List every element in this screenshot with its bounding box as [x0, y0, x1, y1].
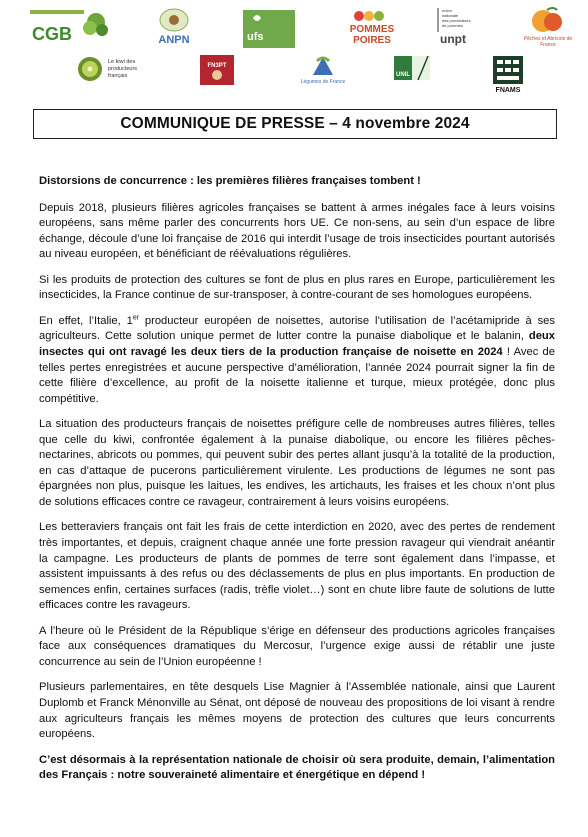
svg-text:nationale: nationale: [442, 13, 459, 18]
svg-text:union: union: [442, 8, 452, 13]
paragraph-6: A l’heure où le Président de la République s’érige en défenseur des productions agricoles françaises face aux conséquences dramatiques du Mercosur, l’urgence exige aussi de rétablir une juste concurrence au sein de l’Union européenne !: [39, 624, 555, 669]
cgb-logo-text: CGB: [32, 24, 72, 44]
poires-logo-text: POIRES: [353, 35, 391, 46]
paragraph-1: Depuis 2018, plusieurs filières agricoles françaises se battent à armes inégales face à leurs voisins européens, sans même parler des concurrents hors UE. Ce non-sens, au sein d’un espace de libre échange, découle d’une loi française de 2016 qui interdit l’usage de trois insecticides pourtant autorisés au niveau européen, et bénéficiant de réévaluations régulières.: [39, 201, 555, 261]
fn3pt-logo: [200, 55, 234, 85]
lead-heading: Distorsions de concurrence : les premières filières françaises tombent !: [39, 175, 421, 187]
paragraph-4: La situation des producteurs français de noisettes préfigure celle de nombreuses autres filières, telles que celle du kiwi, confrontée également à la punaise diabolique, ou encore les filières pêches-nectarines, abricots ou pommes, qui peuvent subir des pertes allant jusqu’à la totalité de la production, en cas d’attaque de pucerons particulièrement virulente. Les productions de légumes ne sont pas épargnées non plus, puisque les laitues, les endives, les artichauts, les fraises et les choux n’ont plus de solutions efficaces contre ce ravageur, contrairement à leurs voisins européens.: [39, 418, 555, 509]
partner-logos: [0, 0, 588, 100]
anpn-logo-text: ANPN: [158, 34, 190, 46]
p3-text-a: En effet, l’Italie, 1: [39, 314, 133, 327]
p3-text-b: producteur européen de noisettes, autorise l’utilisation de l’acétamipride à ses agriculteurs. Cette solution unique permet de lutter contre la punaise diabolique et le balanin,: [39, 314, 556, 343]
press-release-body: [39, 174, 555, 794]
paragraph-3: [39, 314, 555, 408]
kiwi-logo-text: Le kiwi des producteurs français: [108, 58, 138, 79]
pommes-poires-logo: [343, 8, 401, 48]
anpn-logo: [146, 6, 202, 46]
unpt-logo: [436, 6, 480, 46]
svg-text:des producteurs: des producteurs: [442, 18, 471, 23]
fnams-logo: [488, 54, 528, 96]
fnams-logo-text: FNAMS: [495, 87, 521, 94]
paragraph-2: Si les produits de protection des cultures se font de plus en plus rares en Europe, particulièrement les insecticides, la France continue de sur-transposer, à contre-courant de ses homologues européens.: [39, 273, 555, 302]
svg-text:de pommes: de pommes: [442, 23, 463, 28]
ufs-logo: [243, 10, 295, 48]
pommes-logo-text: POMMES: [349, 24, 395, 35]
paragraph-5: Les betteraviers français ont fait les frais de cette interdiction en 2020, avec des pertes de rendement très importantes, et depuis, craignent chaque année une forte pression ravageur qui viendrait anéantir la campagne. Les producteurs de plants de pommes de terre sont également dans l’impasse, et assistent impuissants à des refus ou des déclassements de plus en plus importants. En production de semences enfin, certaines surfaces (radis, trèfle violet…) sont en chute libre faute de solutions de lutte efficaces contre les ravageurs.: [39, 521, 555, 612]
p3-superscript: er: [132, 314, 140, 322]
kiwi-logo: [76, 54, 156, 84]
legumes-logo-text: Légumes de France: [300, 78, 346, 85]
fn3pt-logo-text: FN3PT: [207, 63, 227, 69]
p3-text-c: ! Avec de telles pertes enregistrées et aucune perspective d’amélioration, l’année 2024 pourrait signer la fin de cette filière d’excellence, au profit de la noisette italienne et turque, mieux protégée, donc plus compétitive.: [39, 345, 555, 405]
ufs-logo-text: ufs: [247, 31, 264, 43]
p3-bold-text: deux insectes qui ont ravagé les deux tiers de la production française de noisette en 2024: [39, 330, 555, 358]
legumes-de-france-logo: [298, 52, 348, 88]
paragraph-7: Plusieurs parlementaires, en tête desquels Lise Magnier à l’Assemblée nationale, ainsi que Laurent Duplomb et Franck Ménonville au Sénat, ont déposé de nouveau des propositions de loi visant à rendre aux agriculteurs français les mêmes moyens de protection des cultures que leurs concurrents européens.: [39, 681, 555, 741]
unil-logo: [394, 52, 430, 86]
press-release-title: [33, 109, 557, 139]
cgb-logo: [30, 8, 112, 48]
closing-statement: C’est désormais à la représentation nationale de choisir où sera produite, demain, l’alimentation des Français : notre souveraineté alimentaire et énergétique en dépend !: [39, 753, 555, 782]
title-text: COMMUNIQUE DE PRESSE – 4 novembre 2024: [120, 115, 470, 132]
unpt-logo-text: unpt: [440, 32, 466, 46]
peches-abricots-logo: [517, 6, 579, 48]
unil-logo-text: UNIL: [396, 72, 410, 78]
peches-logo-text: Pêches et Abricots de France: [523, 36, 573, 48]
